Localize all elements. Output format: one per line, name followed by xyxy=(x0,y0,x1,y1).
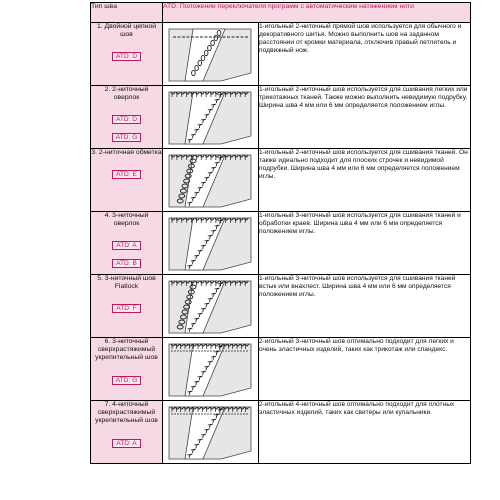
stitch-name: 4. 3-ниточный оверлок xyxy=(104,212,149,228)
stitch-type-cell xyxy=(91,149,163,212)
stitch-diagram-illustration xyxy=(163,338,259,400)
table-row xyxy=(91,275,471,338)
table-row xyxy=(91,338,471,401)
table-row xyxy=(91,23,471,86)
atd-badge: ATD: D xyxy=(112,52,141,61)
stitch-name: 2. 2-ниточный оверлок xyxy=(104,86,149,102)
atd-badge: ATD: A xyxy=(112,241,140,250)
stitch-description: 1-игольный 3-ниточный шов используется для сшивания тканей и обработки краев. Ширина шва 4 мм или 6 мм определяется положением иглы. xyxy=(259,212,471,275)
atd-badges xyxy=(91,369,162,387)
atd-badge: ATD: E xyxy=(112,170,141,179)
stitch-description: 2-игольный 4-ниточный шов оптимально подходит для плотных эластичных изделий, таких как свитеры или купальники. xyxy=(259,401,471,464)
atd-badge: ATD: F xyxy=(112,304,140,313)
table-row xyxy=(91,212,471,275)
stitch-diagram-illustration xyxy=(163,149,259,211)
stitch-description: 2-игольный 3-ниточный шов оптимально подходит для легких и очень эластичных изделий, таких как трикотаж или спандекс. xyxy=(259,338,471,401)
atd-badges xyxy=(91,45,162,63)
stitch-diagram-illustration xyxy=(163,212,259,274)
stitch-type-table xyxy=(90,2,471,464)
atd-badges xyxy=(91,163,162,181)
stitch-type-cell xyxy=(91,212,163,275)
stitch-description: 1-игольный 2-ниточный прямой шов используется для обычного и декоративного шитья. Можно выполнить шов на заданном расстоянии от кромки материала, отключив правый петлитель и подвижный нож. xyxy=(259,23,471,86)
stitch-diagram-illustration xyxy=(163,86,259,148)
table-row xyxy=(91,149,471,212)
atd-badges xyxy=(91,108,162,144)
stitch-type-cell xyxy=(91,275,163,338)
stitch-name: 5. 3-ниточный шов Flatlock xyxy=(97,275,156,291)
stitch-type-cell xyxy=(91,23,163,86)
stitch-illustration-cell xyxy=(163,149,259,212)
atd-badges xyxy=(91,297,162,315)
table-row xyxy=(91,401,471,464)
atd-badge: ATD: G xyxy=(112,133,142,142)
atd-badge: ATD: G xyxy=(112,376,142,385)
stitch-diagram-illustration xyxy=(163,275,259,337)
atd-badge: ATD: D xyxy=(112,115,141,124)
stitch-name: 6. 3-ниточный сверхрастяжимый укрепительный шов xyxy=(95,338,158,362)
stitch-illustration-cell xyxy=(163,338,259,401)
stitch-illustration-cell xyxy=(163,23,259,86)
stitch-type-cell xyxy=(91,401,163,464)
stitch-name: 3. 2-ниточная обметка xyxy=(91,149,162,156)
atd-badge: ATD: B xyxy=(112,259,141,268)
stitch-description: 1-игольный 2-ниточный шов используется для сшивания тканей. Он также идеально подходит для плоских строчек и невидимой подрубки. Ширина шва 4 мм или 6 мм определяется положением иглы. xyxy=(259,149,471,212)
stitch-illustration-cell xyxy=(163,401,259,464)
table-row xyxy=(91,86,471,149)
stitch-name: 7. 4-ниточный сверхрастяжимый укрепительный шов xyxy=(95,401,158,425)
stitch-description: 1-игольный 3-ниточный шов используется для сшивания тканей встык или внахлест. Ширина шва 4 мм или 6 мм определяется положением иглы. xyxy=(259,275,471,338)
header-atd-note: ATD: Положение переключателя программ с автоматическим натяжением нити xyxy=(163,3,471,23)
stitch-description: 1-игольный 2-ниточный шов используется для сшивания легких или трикотажных тканей. Также можно выполнить невидимую подрубку. Ширина шва 4 мм или 6 мм определяется положением иглы. xyxy=(259,86,471,149)
atd-badges xyxy=(91,432,162,450)
table-header-row xyxy=(91,3,471,23)
stitch-type-cell xyxy=(91,86,163,149)
header-stitch-type: Тип шва xyxy=(91,3,163,23)
stitch-diagram-illustration xyxy=(163,23,259,85)
stitch-illustration-cell xyxy=(163,86,259,149)
stitch-type-cell xyxy=(91,338,163,401)
stitch-diagram-illustration xyxy=(163,401,259,463)
atd-badge: ATD: A xyxy=(112,439,140,448)
stitch-illustration-cell xyxy=(163,275,259,338)
stitch-illustration-cell xyxy=(163,212,259,275)
atd-badges xyxy=(91,234,162,270)
stitch-name: 1. Двойной цепной шов xyxy=(96,23,157,39)
